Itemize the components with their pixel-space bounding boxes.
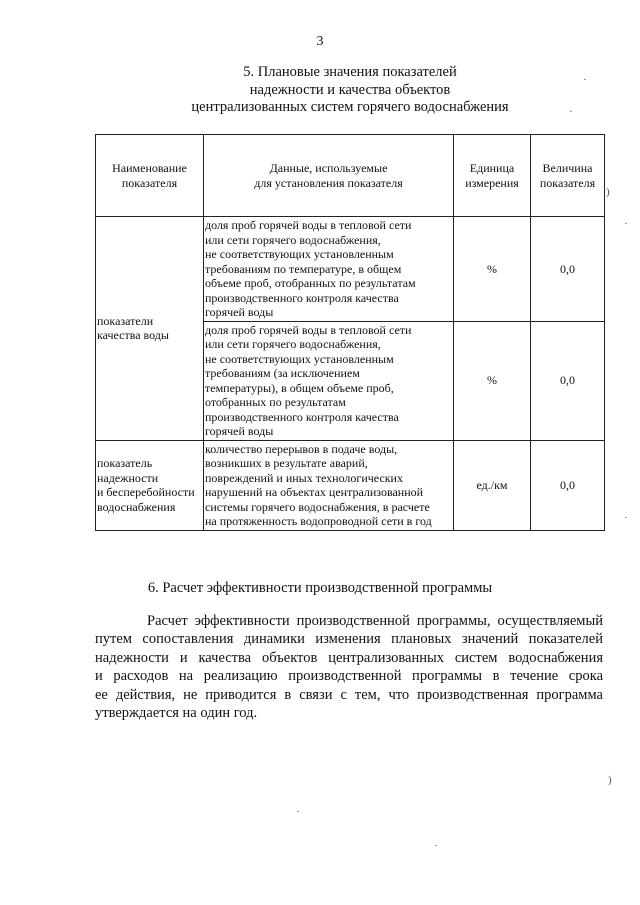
scan-speck: ): [606, 186, 610, 198]
header-data: Данные, используемые для установления показателя: [204, 135, 454, 217]
section-6-title: 6. Расчет эффективности производственной программы: [147, 580, 493, 596]
scan-speck: ·: [624, 218, 628, 230]
indicators-table: [95, 134, 605, 531]
row-unit: %: [454, 321, 531, 440]
paragraph-line: надежности и качества объектов централизованных систем водоснабжения: [95, 649, 603, 666]
section-5-title-line: 5. Плановые значения показателей: [243, 64, 457, 80]
row-value: 0,0: [531, 321, 605, 440]
scan-speck: ·: [434, 840, 438, 852]
scan-speck: ): [608, 774, 612, 786]
section-5-title-line: централизованных систем горячего водоснабжения: [191, 99, 509, 115]
section-6-paragraph: [95, 612, 603, 722]
paragraph-line: ее действия, не приводится в связи с тем, что производственная программа: [95, 686, 603, 703]
category-water-quality: показатели качества воды: [96, 217, 204, 441]
header-value: Величина показателя: [531, 135, 605, 217]
scan-speck: ·: [569, 106, 573, 118]
row-value: 0,0: [531, 440, 605, 530]
row-unit: ед./км: [454, 440, 531, 530]
scan-speck: ·: [624, 512, 628, 524]
row-unit: %: [454, 217, 531, 322]
paragraph-line: и расходов на реализацию производственной программы в течение срока: [95, 668, 603, 685]
scan-speck: ·: [296, 806, 300, 818]
table-row: [96, 440, 605, 530]
scan-speck: ·: [583, 74, 587, 86]
header-unit: Единица измерения: [454, 135, 531, 217]
row-value: 0,0: [531, 217, 605, 322]
category-reliability: показатель надежности и бесперебойности водоснабжения: [96, 440, 204, 530]
row-description: доля проб горячей воды в тепловой сети или сети горячего водоснабжения, не соответствующих установленным требованиям по температуре, в общем объеме проб, отобранных по результатам производственного контроля качества горячей воды: [204, 217, 454, 322]
table-row: [96, 217, 605, 322]
row-description: доля проб горячей воды в тепловой сети или сети горячего водоснабжения, не соответствующих установленным требованиям (за исключением температуры), в общем объеме проб, отобранных по результатам производственного контроля качества горячей воды: [204, 321, 454, 440]
section-5-title: [90, 64, 610, 117]
section-5-title-line: надежности и качества объектов: [249, 81, 451, 98]
header-name: Наименование показателя: [96, 135, 204, 217]
page-number: 3: [316, 34, 324, 49]
paragraph-line: путем сопоставления динамики изменения плановых значений показателей: [95, 631, 603, 648]
paragraph-line: Расчет эффективности производственной программы, осуществляемый: [147, 613, 603, 629]
row-description: количество перерывов в подаче воды, возникших в результате аварий, повреждений и иных технологических нарушений на объектах централизованной системы горячего водоснабжения, в расчете на протяженность водопроводной сети в год: [204, 440, 454, 530]
table-header-row: [96, 135, 605, 217]
paragraph-line: утверждается на один год.: [95, 705, 258, 722]
